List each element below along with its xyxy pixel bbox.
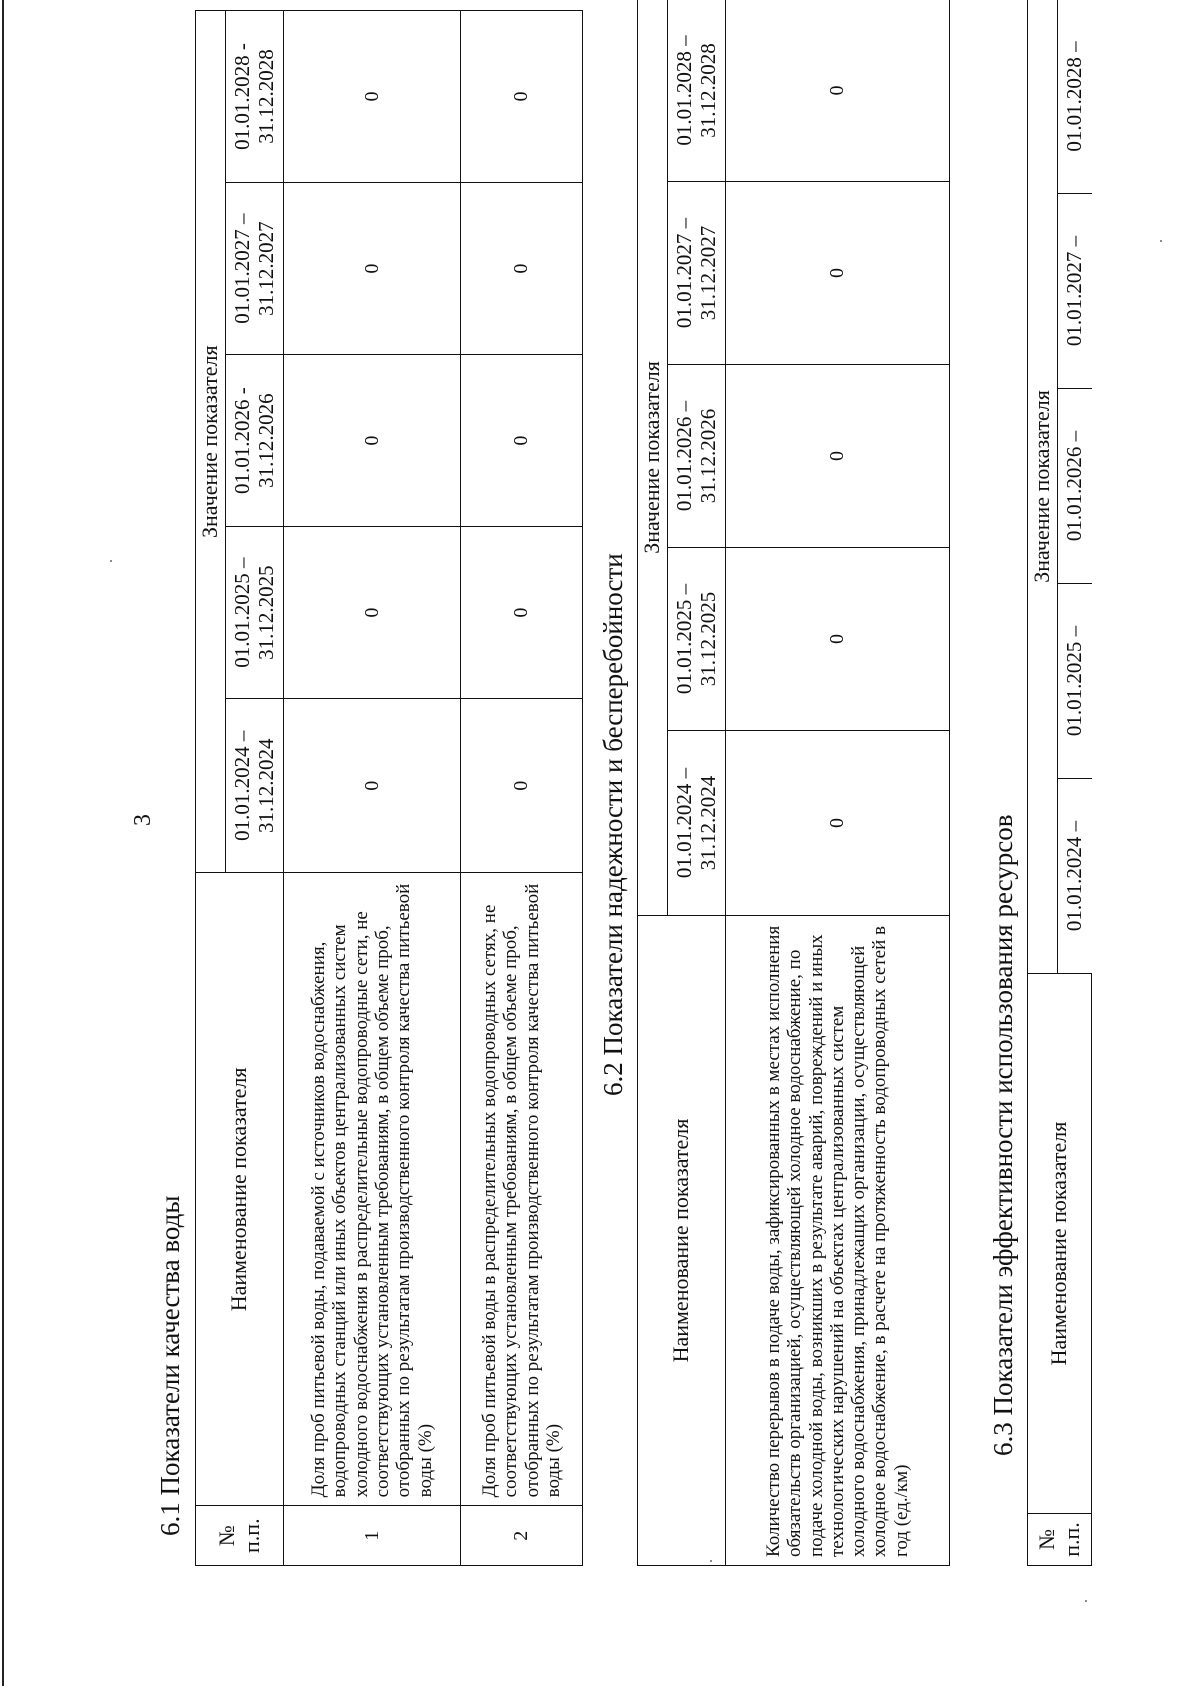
row-name: Доля проб питьевой воды в распределительных водопроводных сетях, не соответствующих установленным требованиям, в общем объеме проб, отобранных по результатам производственного контроля качества питьевой воды (%) (461, 873, 583, 1506)
header-period: 01.01.2028 - 31.12.2028 (226, 11, 284, 183)
header-name: Наименование показателя (638, 916, 726, 1566)
header-period: 01.01.2028 – (1058, 0, 1092, 194)
section-6-3-title: 6.3 Показатели эффективности использования ресурсов (988, 814, 1018, 1456)
header-value-group: Значение показателя (638, 0, 668, 916)
header-name: Наименование показателя (1028, 974, 1092, 1514)
header-period: 01.01.2025 – (1058, 584, 1092, 779)
header-period: 01.01.2024 – 31.12.2024 (668, 731, 726, 916)
header-value-group: Значение показателя (196, 11, 226, 873)
header-num: № п.п. (196, 1506, 284, 1566)
header-value-group: Значение показателя (1028, 0, 1058, 974)
section-6-1-title: 6.1 Показатели качества воды (155, 1195, 185, 1536)
row-value: 0 (461, 183, 583, 355)
row-value: 0 (284, 527, 461, 699)
row-value: 0 (284, 355, 461, 527)
header-period: 01.01.2027 – (1058, 194, 1092, 389)
row-value: 0 (284, 699, 461, 873)
row-value: 0 (726, 365, 950, 548)
water-quality-table (195, 10, 583, 1566)
row-value: 0 (461, 355, 583, 527)
header-period: 01.01.2025 – 31.12.2025 (226, 527, 284, 699)
row-value: 0 (461, 527, 583, 699)
row-value: 0 (726, 731, 950, 916)
header-period: 01.01.2027 – 31.12.2027 (226, 183, 284, 355)
header-period: 01.01.2024 – (1058, 779, 1092, 974)
row-num: 1 (284, 1506, 461, 1566)
table-row (284, 11, 461, 1566)
row-value: 0 (461, 699, 583, 873)
row-value: 0 (726, 0, 950, 182)
header-period: 01.01.2024 – 31.12.2024 (226, 699, 284, 873)
efficiency-table (1027, 0, 1092, 1566)
row-value: 0 (461, 11, 583, 183)
reliability-table (637, 0, 950, 1566)
header-period: 01.01.2026 – 31.12.2026 (668, 365, 726, 548)
row-value: 0 (726, 182, 950, 365)
header-period: 01.01.2025 – 31.12.2025 (668, 548, 726, 731)
row-value: 0 (284, 183, 461, 355)
header-name: Наименование показателя (196, 873, 284, 1506)
row-name: Доля проб питьевой воды, подаваемой с источников водоснабжения, водопроводных станций или иных объектов централизованных систем холодного водоснабжения в распределительные водопроводные сети, не соответствующих установленным требованиям, в общем объеме проб, отобранных по результатам производственного контроля качества питьевой воды (%) (284, 873, 461, 1506)
header-period: 01.01.2026 – (1058, 389, 1092, 584)
table-row (461, 11, 583, 1566)
header-period: 01.01.2027 – 31.12.2027 (668, 182, 726, 365)
page-number: 3 (130, 814, 156, 826)
header-period: 01.01.2028 – 31.12.2028 (668, 0, 726, 182)
section-6-2-title: 6.2 Показатели надежности и бесперебойности (598, 553, 628, 1096)
header-period: 01.01.2026 - 31.12.2026 (226, 355, 284, 527)
header-num: № п.п. (1028, 1514, 1092, 1566)
row-num: 2 (461, 1506, 583, 1566)
row-value: 0 (726, 548, 950, 731)
row-name: Количество перерывов в подаче воды, зафиксированных в местах исполнения обязательств организацией, осуществляющей холодное водоснабжение, по подаче холодной воды, возникших в результате аварий, повреждений и иных технологических нарушений на объектах централизованных систем холодного водоснабжения, принадлежащих организации, осуществляющей холодное водоснабжение, в расчете на протяженность водопроводных сетей в год (ед./км) (726, 916, 950, 1566)
table-row (726, 0, 950, 1566)
row-value: 0 (284, 11, 461, 183)
